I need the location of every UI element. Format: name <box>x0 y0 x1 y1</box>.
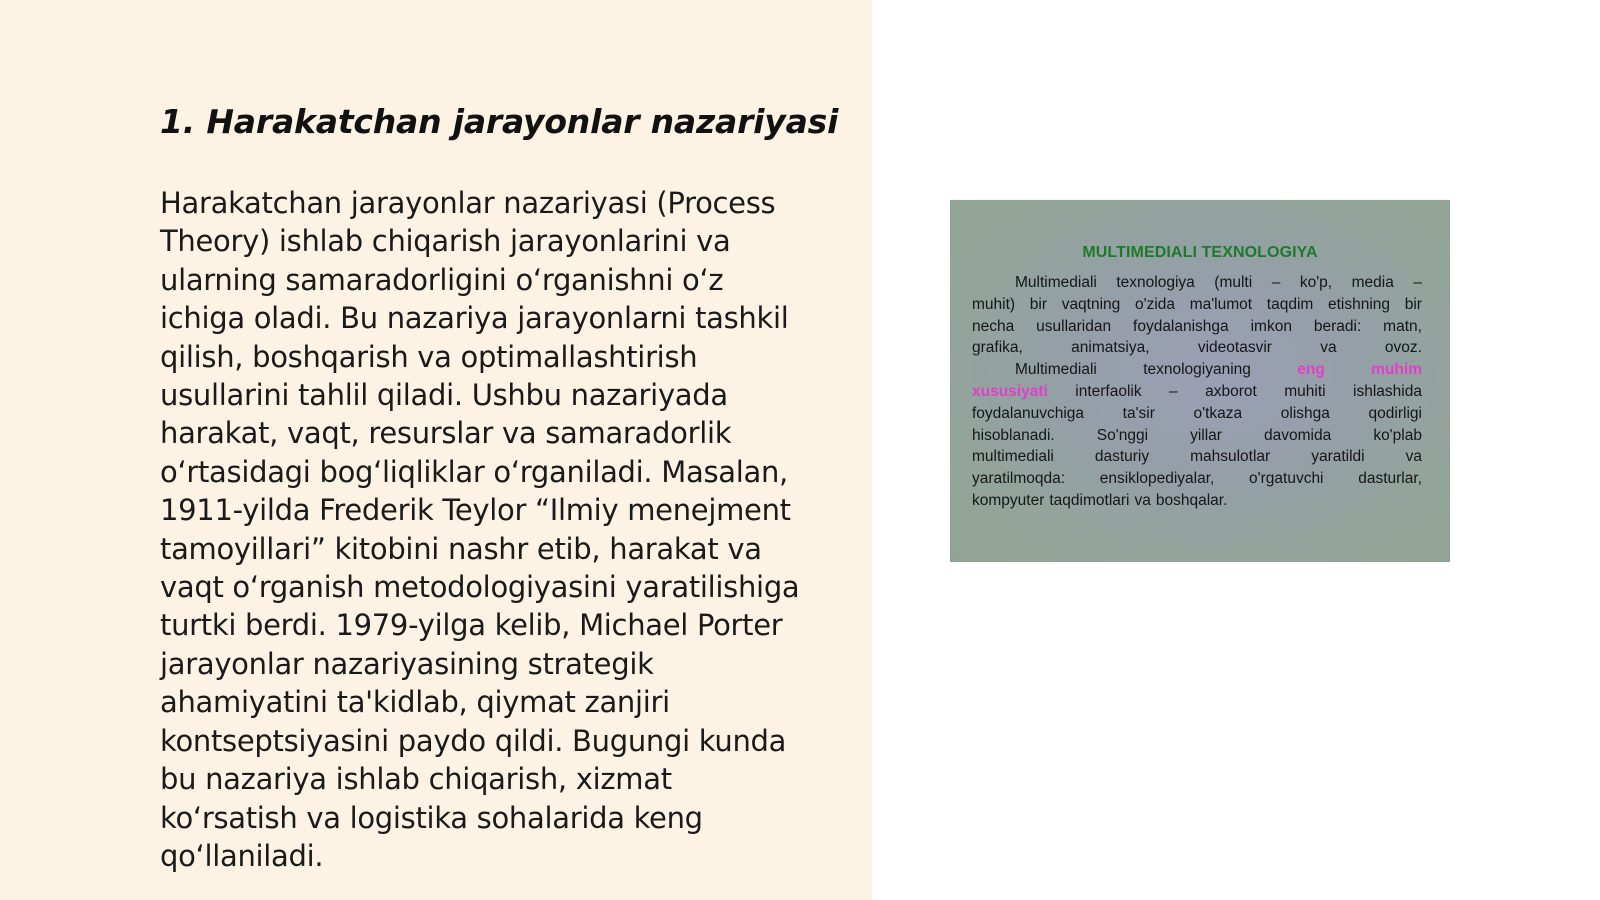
highlighted-word: eng <box>1297 361 1325 379</box>
image-card-word: qodirligi <box>1368 404 1422 422</box>
image-card-word: media <box>1351 274 1394 291</box>
body-text-line: jarayonlar nazariyasining strategik <box>160 646 654 681</box>
image-card-word: o'rgatuvchi <box>1249 470 1324 488</box>
body-text-line: tamoyillari” kitobini nashr etib, harakat va <box>160 531 762 566</box>
image-card-word: usullaridan <box>1036 317 1112 335</box>
image-card-word: mahsulotlar <box>1190 448 1271 466</box>
body-text-line: qo‘llaniladi. <box>160 838 324 873</box>
image-card-word: yillar <box>1190 426 1222 444</box>
image-card-line <box>972 272 1422 294</box>
image-card-word: videotasvir <box>1197 339 1272 357</box>
image-card-word: taqdimotlari <box>1049 491 1130 509</box>
image-card-word: ishlashida <box>1353 382 1422 400</box>
image-card-word: interfaolik <box>1075 382 1142 400</box>
image-card-line <box>972 425 1422 447</box>
image-card-line <box>972 468 1422 490</box>
image-card-word: bir <box>1029 295 1047 313</box>
body-text-line: Harakatchan jarayonlar nazariyasi (Process <box>160 186 776 220</box>
image-card-word: imkon <box>1250 317 1292 335</box>
image-card-line <box>972 403 1422 425</box>
image-card-word: etishning <box>1328 295 1391 313</box>
image-card-word: va <box>1405 448 1422 466</box>
highlighted-word: muhim <box>1371 361 1422 379</box>
image-card-word: ma'lumot <box>1189 295 1253 313</box>
image-card-line <box>972 359 1422 381</box>
body-text-line: qilish, boshqarish va optimallashtirish <box>160 339 698 374</box>
image-card-word: foydalanuvchiga <box>972 404 1085 422</box>
image-card-word: – <box>1169 382 1178 400</box>
image-card-word: (multi <box>1214 274 1253 291</box>
body-text-line: kontseptsiyasini paydo qildi. Bugungi kunda <box>160 723 787 758</box>
image-card-word: ovoz. <box>1384 339 1422 357</box>
image-card-word: Multimediali <box>1015 274 1097 291</box>
body-text-line: harakat, vaqt, resurslar va samaradorlik <box>160 416 732 451</box>
image-card-word: Multimediali <box>1015 361 1097 379</box>
image-card-word: animatsiya, <box>1071 339 1150 357</box>
image-card-body <box>972 272 1422 512</box>
image-card-word: muhiti <box>1284 382 1326 400</box>
image-card-word: grafika, <box>972 339 1023 357</box>
image-card-word: taqdim <box>1266 295 1314 313</box>
image-card-word: o'tkaza <box>1193 404 1243 422</box>
image-card-word: olishga <box>1280 404 1330 422</box>
image-card-word: – <box>1271 274 1281 291</box>
image-card-word: ta'sir <box>1122 404 1155 422</box>
image-card-word: texnologiyaning <box>1143 361 1251 379</box>
body-text-line: ularning samaradorligini o‘rganishni o‘z <box>160 262 724 297</box>
image-card-word: texnologiya <box>1116 274 1195 291</box>
body-text-line: bu nazariya ishlab chiqarish, xizmat <box>160 762 672 797</box>
slide-body-text <box>160 184 850 875</box>
image-card-word: vaqtning <box>1061 295 1121 313</box>
image-card-word: yaratilmoqda: <box>972 470 1066 488</box>
image-card-line <box>972 446 1422 468</box>
image-card-word: ko'plab <box>1373 426 1422 444</box>
body-text-line: vaqt o‘rganish metodologiyasini yaratilishiga <box>160 570 800 605</box>
image-card-word: beradi: <box>1313 317 1362 335</box>
image-card-word: yaratildi <box>1311 448 1365 466</box>
slide-heading: 1. Harakatchan jarayonlar nazariyasi <box>160 102 839 141</box>
body-text-line: ko‘rsatish va logistika sohalarida keng <box>160 800 703 835</box>
image-card-word: davomida <box>1264 426 1332 444</box>
body-text-line: Theory) ishlab chiqarish jarayonlarini va <box>160 224 731 259</box>
body-text-line: ichiga oladi. Bu nazariya jarayonlarni tashkil <box>160 301 789 336</box>
image-card-word: muhit) <box>972 295 1016 313</box>
image-card-word: foydalanishga <box>1133 317 1229 335</box>
image-card-word: o'zida <box>1134 295 1175 313</box>
image-card-word: va <box>1134 491 1151 509</box>
image-card-line <box>972 294 1422 316</box>
image-card-word: kompyuter <box>972 491 1045 509</box>
image-card-word: va <box>1320 339 1337 357</box>
image-card-line <box>972 381 1422 403</box>
image-card-word: boshqalar. <box>1155 491 1228 509</box>
image-card-line <box>972 490 1422 512</box>
image-card-line <box>972 337 1422 359</box>
image-card-word: multimediali <box>972 448 1054 466</box>
image-card-title: MULTIMEDIALI TEXNOLOGIYA <box>1082 244 1318 261</box>
body-text-line: turtki berdi. 1979-yilga kelib, Michael Porter <box>160 608 783 643</box>
image-card-word: ensiklopediyalar, <box>1099 470 1215 488</box>
image-card-word: axborot <box>1205 382 1257 400</box>
highlighted-word: xususiyati <box>972 382 1048 400</box>
image-card-word: So'nggi <box>1096 426 1149 444</box>
image-card-word: necha <box>972 317 1015 335</box>
image-card-word: ko'p, <box>1299 274 1333 291</box>
image-card-word: dasturlar, <box>1358 470 1422 488</box>
image-card-word: bir <box>1404 295 1422 313</box>
image-card-line <box>972 316 1422 338</box>
multimedia-text-image <box>950 200 1450 562</box>
image-card-word: – <box>1413 274 1422 291</box>
body-text-line: ahamiyatini ta'kidlab, qiymat zanjiri <box>160 685 670 720</box>
body-text-line: usullarini tahlil qiladi. Ushbu nazariyada <box>160 378 728 413</box>
image-card-word: dasturiy <box>1094 448 1150 466</box>
body-text-line: 1911-yilda Frederik Teylor “Ilmiy menejment <box>160 493 791 528</box>
image-card-word: matn, <box>1383 317 1422 335</box>
image-card-word: hisoblanadi. <box>972 426 1055 444</box>
body-text-line: o‘rtasidagi bog‘liqliklar o‘rganiladi. Masalan, <box>160 454 788 489</box>
